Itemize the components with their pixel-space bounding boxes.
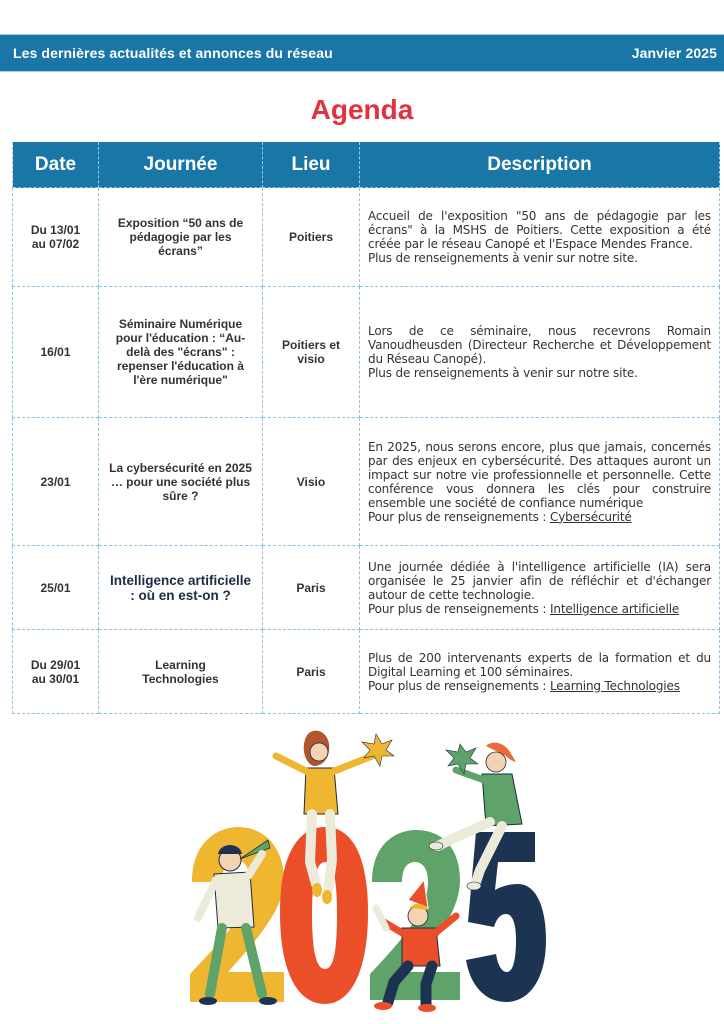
description-more: Plus de renseignements à venir sur notre site. xyxy=(368,251,638,265)
column-header-date: Date xyxy=(13,142,99,188)
description-more-prefix: Pour plus de renseignements : xyxy=(368,601,550,616)
cell-description xyxy=(360,418,720,546)
cell-description xyxy=(360,287,720,418)
cell-journee: La cybersécurité en 2025 … pour une société plus sûre ? xyxy=(99,418,263,546)
cell-journee: Séminaire Numérique pour l'éducation : “Au-delà des "écrans" : repenser l'éducation à l'ère numérique" xyxy=(99,287,263,418)
digit-0-red xyxy=(280,827,368,1004)
cell-date: Du 29/01 au 30/01 xyxy=(13,630,99,714)
agenda-table xyxy=(12,142,720,714)
table-header-row xyxy=(13,142,720,188)
table-row xyxy=(13,418,720,546)
description-more-prefix: Pour plus de renseignements : xyxy=(368,678,550,693)
cell-description xyxy=(360,188,720,287)
column-header-journee: Journée xyxy=(99,142,263,188)
description-text: Accueil de l'exposition "50 ans de pédagogie par les écrans" à la MSHS de Poitiers. Cette exposition a été créée par le réseau Canopé et l'Espace Mendes France. xyxy=(368,209,711,251)
cell-date: 16/01 xyxy=(13,287,99,418)
cybersecurite-link[interactable]: Cybersécurité xyxy=(549,509,632,524)
cell-lieu: Paris xyxy=(263,546,360,630)
cell-journee: Exposition “50 ans de pédagogie par les écrans” xyxy=(99,188,263,287)
table-row xyxy=(13,287,720,418)
table-row xyxy=(13,188,720,287)
intelligence-artificielle-link[interactable]: Intelligence artificielle xyxy=(549,601,680,616)
cell-lieu: Poitiers et visio xyxy=(263,287,360,418)
description-text: Lors de ce séminaire, nous recevrons Romain Vanoudheusden (Directeur Recherche et Développement du Réseau Canopé). xyxy=(368,324,711,366)
cell-date: 23/01 xyxy=(13,418,99,546)
cell-lieu: Paris xyxy=(263,630,360,714)
description-more xyxy=(368,679,711,693)
page-title: Agenda xyxy=(310,94,414,125)
cell-journee: Learning Technologies xyxy=(99,630,263,714)
cell-lieu: Visio xyxy=(263,418,360,546)
banner-subtitle: Les dernières actualités et annonces du réseau xyxy=(13,45,333,61)
description-text: Plus de 200 intervenants experts de la formation et du Digital Learning et 100 séminaires. xyxy=(368,650,711,679)
description-text: Une journée dédiée à l'intelligence artificielle (IA) sera organisée le 25 janvier afin de réfléchir et d'échanger autour de cette technologie. xyxy=(368,559,711,602)
cell-date: Du 13/01 au 07/02 xyxy=(13,188,99,287)
banner-date: Janvier 2025 xyxy=(631,45,717,61)
celebration-2025-illustration xyxy=(180,722,550,1024)
description-more xyxy=(368,602,711,616)
description-text: En 2025, nous serons encore, plus que jamais, concernés par des enjeux en cybersécurité. Des attaques auront un impact sur notre vie professionnelle et personnelle. Cette conférence vous donnera les clés pour construire ensemble une société de confiance numérique xyxy=(368,439,711,510)
cell-journee: Intelligence artificielle : où en est-on ? xyxy=(99,546,263,630)
cell-lieu: Poitiers xyxy=(263,188,360,287)
column-header-lieu: Lieu xyxy=(263,142,360,188)
table-row xyxy=(13,630,720,714)
table-row xyxy=(13,546,720,630)
cell-date: 25/01 xyxy=(13,546,99,630)
description-more: Plus de renseignements à venir sur notre site. xyxy=(368,366,638,380)
column-header-description: Description xyxy=(360,142,720,188)
description-more xyxy=(368,510,711,524)
header-banner xyxy=(0,34,724,72)
cell-description xyxy=(360,630,720,714)
cell-description xyxy=(360,546,720,630)
digit-5-navy xyxy=(466,832,546,1002)
description-more-prefix: Pour plus de renseignements : xyxy=(368,509,550,524)
learning-technologies-link[interactable]: Learning Technologies xyxy=(549,678,680,693)
